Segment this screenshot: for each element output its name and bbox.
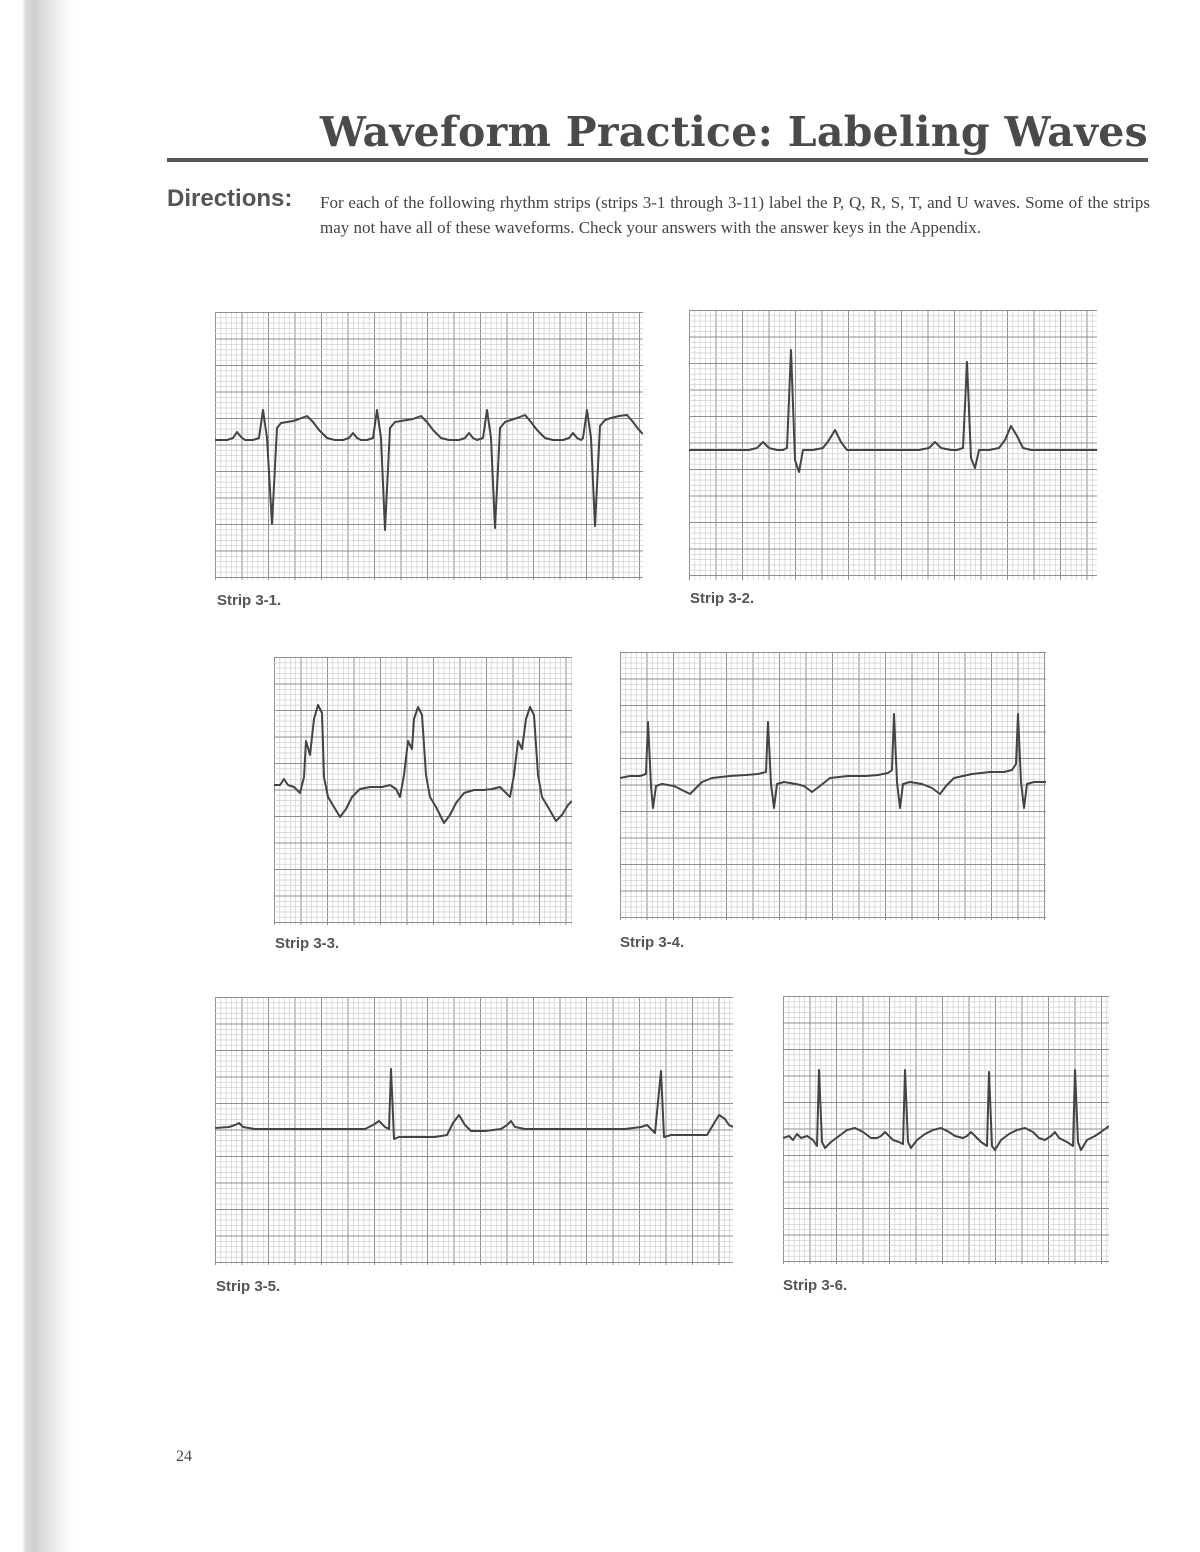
- ecg-strip-3-6-graph: [783, 996, 1109, 1264]
- ecg-strip-3-6: [783, 996, 1109, 1264]
- ecg-strip-3-1-graph: [215, 312, 643, 580]
- ecg-strip-3-2: [689, 310, 1097, 580]
- strip-caption: Strip 3-1.: [217, 592, 282, 609]
- ecg-strip-3-3: [274, 657, 572, 925]
- ecg-strip-3-3-graph: [274, 657, 572, 925]
- strip-caption: Strip 3-4.: [620, 934, 685, 951]
- grid-bg: [689, 310, 1097, 580]
- ecg-strip-3-4: [620, 652, 1046, 920]
- page-spine-shadow: [0, 0, 75, 1552]
- strip-caption: Strip 3-6.: [783, 1277, 848, 1294]
- ecg-strip-3-2-graph: [689, 310, 1097, 580]
- strip-caption: Strip 3-2.: [690, 590, 755, 607]
- directions-text: For each of the following rhythm strips (strips 3-1 through 3-11) label the P, Q, R, S, T, and U waves. Some of the strips may not have all of these waveforms. Check your answers with the answer keys in the Appendix.: [320, 193, 1150, 237]
- strip-caption: Strip 3-3.: [275, 935, 340, 952]
- page-number: 24: [176, 1448, 192, 1465]
- strip-caption: Strip 3-5.: [216, 1278, 281, 1295]
- directions-label: Directions:: [167, 185, 293, 212]
- title-underline: [167, 158, 1148, 162]
- ecg-strip-3-5: [215, 997, 733, 1265]
- ecg-strip-3-5-graph: [215, 997, 733, 1265]
- page-title: Waveform Practice: Labeling Waves: [319, 108, 1148, 156]
- ecg-strip-3-4-graph: [620, 652, 1046, 920]
- ecg-strip-3-1: [215, 312, 643, 580]
